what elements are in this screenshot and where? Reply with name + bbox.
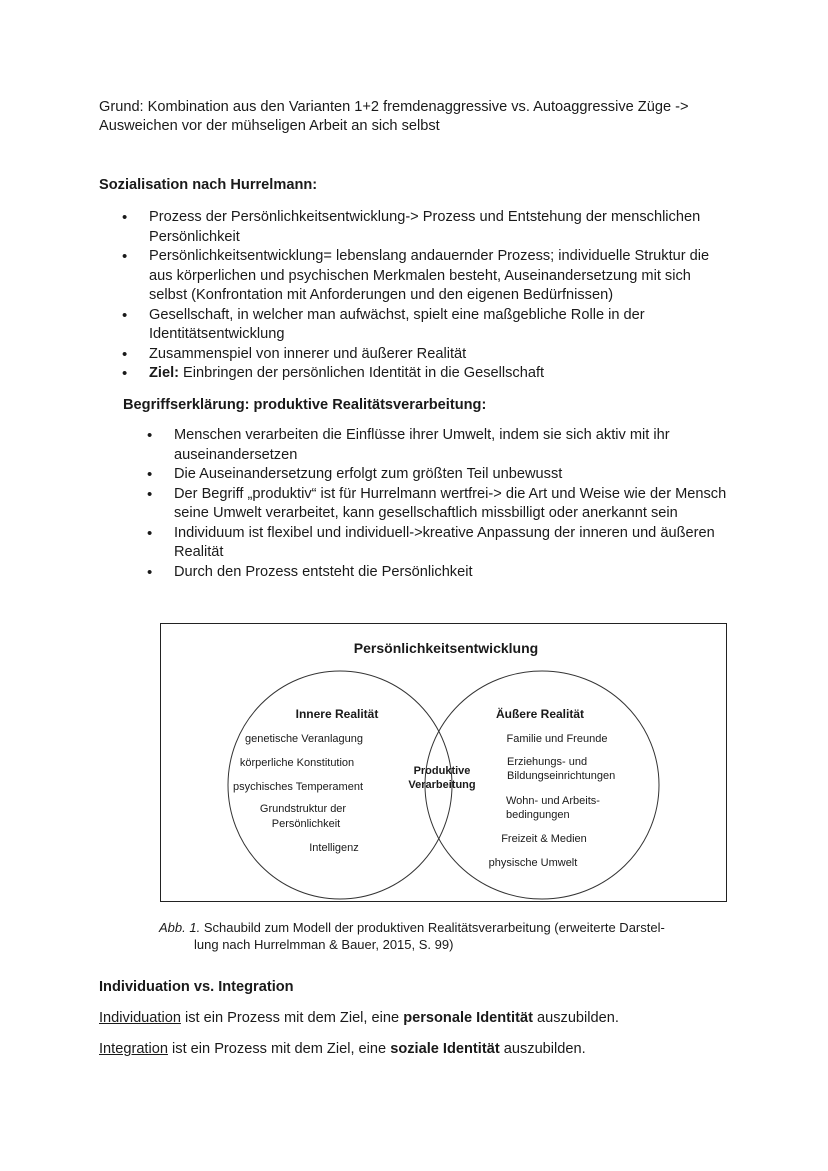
intro-line-2: Ausweichen vor der mühseligen Arbeit an sich selbst	[99, 118, 440, 134]
outer-item: physische Umwelt	[488, 857, 578, 869]
outer-item: Freizeit & Medien	[501, 833, 587, 845]
outer-reality-title: Äußere Realität	[495, 707, 585, 721]
outer-item: Wohn- und Arbeits-	[506, 795, 600, 807]
integration-line	[99, 1040, 586, 1060]
list-item: • Der Begriff „produktiv“ ist für Hurrelmann wertfrei-> die Art und Weise wie der Mensch seine Umwelt verarbeitet, kann gesellschaftlich missbilligt oder anerkannt sein	[147, 485, 732, 524]
section-heading-individuation: Individuation vs. Integration	[99, 979, 294, 995]
caption-line-1: Schaubild zum Modell der produktiven Realitätsverarbeitung (erweiterte Darstel-	[200, 920, 665, 935]
term-integration: Integration	[99, 1041, 168, 1057]
caption-abb: Abb. 1.	[159, 920, 201, 935]
inner-reality-title: Innere Realität	[295, 707, 379, 721]
term-individuation: Individuation	[99, 1010, 181, 1026]
list-item: • Durch den Prozess entsteht die Persönlichkeit	[147, 563, 732, 583]
section-heading-begriff: Begriffserklärung: produktive Realitätsverarbeitung:	[123, 397, 487, 413]
inner-item: Intelligenz	[309, 842, 359, 854]
section-heading-hurrelmann: Sozialisation nach Hurrelmann:	[99, 177, 318, 193]
outer-item: Familie und Freunde	[506, 733, 608, 745]
text-segment: ist ein Prozess mit dem Ziel, eine	[180, 1010, 404, 1026]
list-item-goal	[122, 364, 722, 384]
hurrelmann-list	[122, 208, 722, 384]
list-item: • Prozess der Persönlichkeitsentwicklung-> Prozess und Entstehung der menschlichen Persönlichkeit	[122, 208, 722, 247]
outer-item: Bildungseinrichtungen	[507, 770, 616, 782]
text-segment: ist ein Prozess mit dem Ziel, eine	[167, 1041, 391, 1057]
inner-item: körperliche Konstitution	[239, 757, 355, 769]
inner-item: Persönlichkeit	[271, 818, 341, 830]
list-item: • Gesellschaft, in welcher man aufwächst, spielt eine maßgebliche Rolle in der Identitätsentwicklung	[122, 306, 722, 345]
venn-diagram	[161, 624, 728, 903]
outer-item: bedingungen	[506, 809, 570, 821]
list-item: • Individuum ist flexibel und individuell->kreative Anpassung der inneren und äußeren Realität	[147, 524, 732, 563]
intro-line-1: Grund: Kombination aus den Varianten 1+2 fremdenaggressive vs. Autoaggressive Züge ->	[99, 99, 689, 115]
center-label-line-1: Produktive	[413, 765, 471, 777]
list-item: • Zusammenspiel von innerer und äußerer Realität	[122, 345, 722, 365]
soziale-identitaet: soziale Identität	[390, 1041, 500, 1057]
begriff-list	[147, 426, 732, 582]
goal-text: Einbringen der persönlichen Identität in die Gesellschaft	[179, 365, 545, 381]
center-label-line-2: Verarbeitung	[408, 779, 476, 791]
list-item: • Die Auseinandersetzung erfolgt zum größten Teil unbewusst	[147, 465, 732, 485]
individuation-line	[99, 1009, 619, 1029]
diagram-title: Persönlichkeitsentwicklung	[353, 640, 539, 656]
goal-label: Ziel:	[149, 365, 179, 381]
outer-item: Erziehungs- und	[507, 756, 588, 768]
text-segment: auszubilden.	[532, 1010, 619, 1026]
list-item: • Persönlichkeitsentwicklung= lebenslang andauernder Prozess; individuelle Struktur die aus körperlichen und psychischen Merkmalen besteht, Auseinandersetzung mit sich selbst (Konfrontation mit Anforderungen und den eigenen Bedürfnissen)	[122, 247, 722, 306]
personale-identitaet: personale Identität	[403, 1010, 533, 1026]
text-segment: auszubilden.	[499, 1041, 586, 1057]
inner-item: Grundstruktur der	[259, 803, 347, 815]
figure-caption	[159, 919, 731, 953]
list-item: • Menschen verarbeiten die Einflüsse ihrer Umwelt, indem sie sich aktiv mit ihr auseinandersetzen	[147, 426, 732, 465]
venn-diagram-figure	[160, 623, 727, 902]
inner-item: genetische Veranlagung	[244, 733, 364, 745]
inner-item: psychisches Temperament	[232, 781, 364, 793]
caption-line-2: lung nach Hurrelmman & Bauer, 2015, S. 99)	[194, 937, 454, 952]
